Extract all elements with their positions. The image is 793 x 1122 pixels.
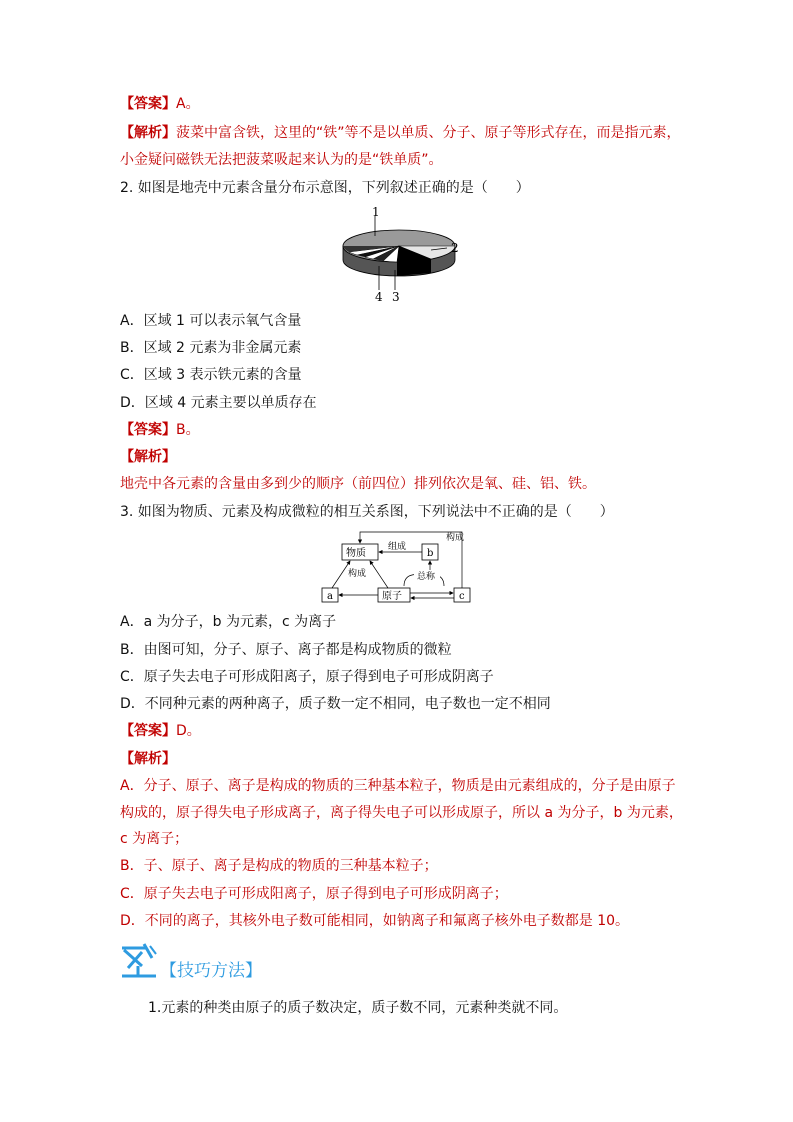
question-3-stem: 3. 如图为物质、元素及构成微粒的相互关系图，下列说法中不正确的是（ ） [120,504,614,520]
node-b: b [427,548,434,559]
crust-element-pie-diagram [335,204,465,304]
node-c: c [459,591,465,602]
q3-answer: 【答案】D。 [120,723,201,739]
q3-option-a: A．a 为分子，b 为元素，c 为离子 [120,614,337,630]
pie-label-1: 1 [372,205,380,219]
substance-relation-diagram [318,528,476,606]
answer-1: 【答案】A。 [120,96,200,112]
q2-option-d: D．区域 4 元素主要以单质存在 [120,395,317,411]
pie-label-4: 4 [375,290,383,304]
q2-answer: 【答案】B。 [120,422,200,438]
analysis-1-line-2: 小金疑问磁铁无法把菠菜吸起来认为的是“铁单质”。 [120,152,443,168]
section-title: 【技巧方法】 [160,961,262,981]
q2-option-b: B．区域 2 元素为非金属元素 [120,340,302,356]
q3-option-c: C．原子失去电子可形成阳离子，原子得到电子可形成阴离子 [120,669,494,685]
q2-option-c: C．区域 3 表示铁元素的含量 [120,367,302,383]
analysis-1-line-1: 【解析】菠菜中富含铁，这里的“铁”等不是以单质、分子、原子等形式存在，而是指元素， [120,125,681,141]
q3-analysis-line: C．原子失去电子可形成阳离子，原子得到电子可形成阴离子； [120,886,508,902]
question-2-stem: 2. 如图是地壳中元素含量分布示意图，下列叙述正确的是（ ） [120,180,530,196]
q3-analysis-line: c 为离子； [120,831,189,847]
label-goucheng-left: 构成 [348,569,367,579]
q2-option-a: A．区域 1 可以表示氧气含量 [120,313,302,329]
node-a: a [327,591,333,602]
label-zucheng: 组成 [388,542,407,552]
pie-label-3: 3 [392,290,400,304]
label-zongcheng: 总称 [417,572,436,582]
q3-analysis-tag: 【解析】 [120,751,176,767]
q3-analysis-line: 构成的，原子得失电子形成离子，离子得失电子可以形成原子，所以 a 为分子，b 为元素， [120,805,683,821]
q2-analysis: 地壳中各元素的含量由多到少的顺序（前四位）排列依次是氧、硅、铝、铁。 [120,476,596,492]
q3-analysis-line: D．不同的离子，其核外电子数可能相同，如钠离子和氟离子核外电子数都是 10。 [120,913,630,929]
tip-1: 1.元素的种类由原子的质子数决定，质子数不同，元素种类就不同。 [148,1000,568,1016]
q2-analysis-tag: 【解析】 [120,449,176,465]
q3-option-b: B．由图可知，分子、原子、离子都是构成物质的微粒 [120,642,452,658]
pie-label-2: 2 [451,241,459,255]
q3-option-d: D．不同种元素的两种离子，质子数一定不相同，电子数也一定不相同 [120,696,551,712]
q3-analysis-line: A．分子、原子、离子是构成的物质的三种基本粒子，物质是由元素组成的，分子是由原子 [120,778,676,794]
telescope-icon [118,942,162,982]
node-wuzhi: 物质 [346,548,366,559]
label-goucheng-top: 构成 [446,533,465,543]
q3-analysis-line: B．子、原子、离子是构成的物质的三种基本粒子； [120,858,438,874]
node-yuanzi: 原子 [382,591,402,602]
